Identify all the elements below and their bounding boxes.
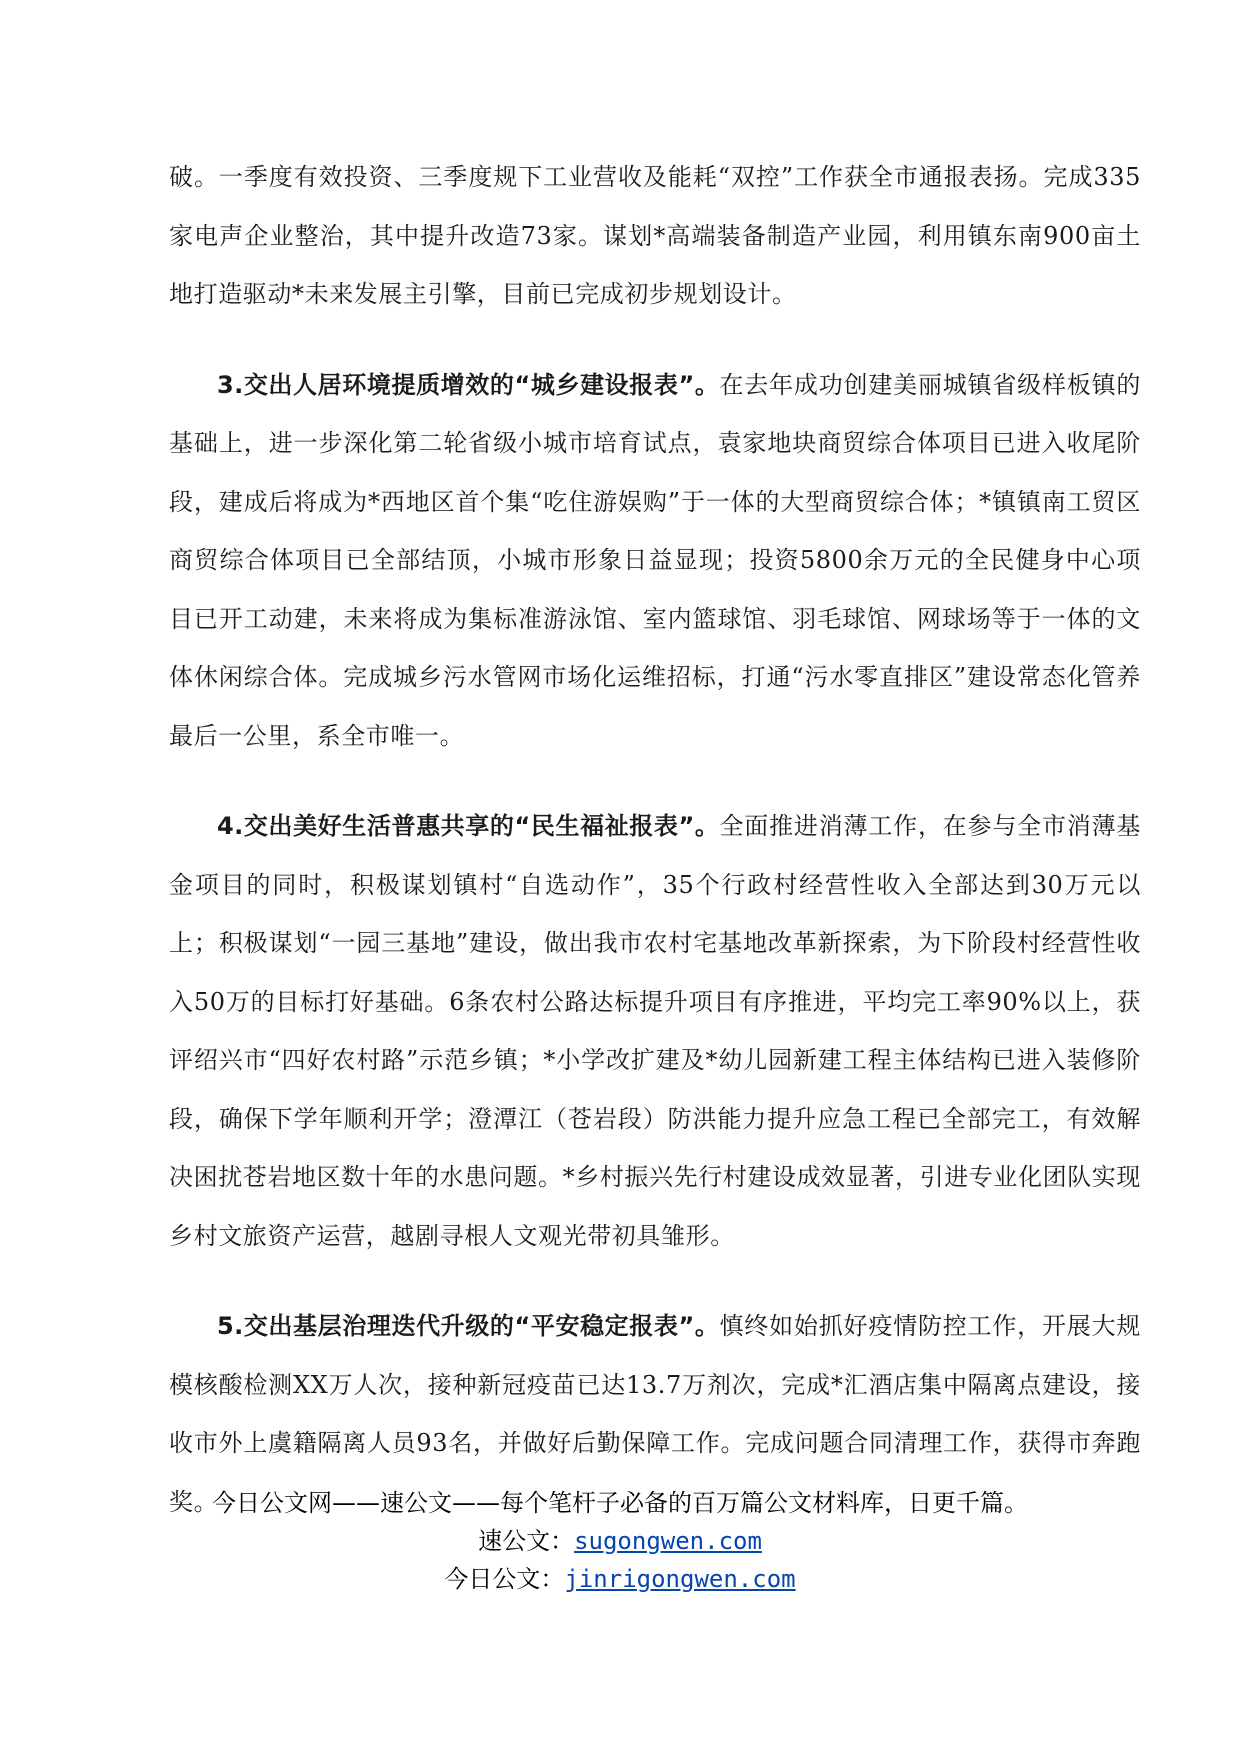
paragraph-text: 在去年成功创建美丽城镇省级样板镇的基础上，进一步深化第二轮省级小城市培育试点，袁家地块商贸综合体项目已进入收尾阶段，建成后将成为*西地区首个集“吃住游娱购”于一体的大型商贸综合体；*镇镇南工贸区商贸综合体项目已全部结顶，小城市形象日益显现；投资5800余万元的全民健身中心项目已开工动建，未来将成为集标准游泳馆、室内篮球馆、羽毛球馆、网球场等于一体的文体休闲综合体。完成城乡污水管网市场化运维招标，打通“污水零直排区”建设常态化管养最后一公里，系全市唯一。 [169,370,1141,750]
paragraph-gap [169,324,1141,356]
paragraph-heading: 5.交出基层治理迭代升级的“平安稳定报表”。 [217,1312,720,1340]
footer-site2 [0,1560,1240,1598]
page-footer [0,1484,1240,1598]
document-body [169,148,1141,1531]
paragraph-urban-rural-construction [169,356,1141,766]
footer-site1 [0,1522,1240,1560]
footer-slogan: 今日公文网——速公文——每个笔杆子必备的百万篇公文材料库，日更千篇。 [212,1489,1028,1517]
paragraph-livelihood-welfare [169,797,1141,1265]
paragraph-text: 全面推进消薄工作，在参与全市消薄基金项目的同时，积极谋划镇村“自选动作”，35个行政村经营性收入全部达到30万元以上；积极谋划“一园三基地”建设，做出我市农村宅基地改革新探索，为下阶段村经营性收入50万的目标打好基础。6条农村公路达标提升项目有序推进，平均完工率90%以上，获评绍兴市“四好农村路”示范乡镇；*小学改扩建及*幼儿园新建工程主体结构已进入装修阶段，确保下学年顺利开学；澄潭江（苍岩段）防洪能力提升应急工程已全部完工，有效解决困扰苍岩地区数十年的水患问题。*乡村振兴先行村建设成效显著，引进专业化团队实现乡村文旅资产运营，越剧寻根人文观光带初具雏形。 [169,812,1141,1250]
paragraph-text: 慎终如始抓好疫情防控工作，开展大规模核酸检测XX万人次，接种新冠疫苗已达13.7万剂次，完成*汇酒店集中隔离点建设，接收市外上虞籍隔离人员93名，并做好后勤保障工作。完成问题合同清理工作，获得市奔跑奖。 [169,1312,1141,1516]
paragraph-heading: 4.交出美好生活普惠共享的“民生福祉报表”。 [217,812,720,840]
paragraph-gap [169,765,1141,797]
footer-site1-link[interactable]: sugongwen.com [574,1527,762,1555]
footer-site1-label: 速公文： [478,1527,575,1555]
footer-site2-link[interactable]: jinrigongwen.com [564,1565,796,1593]
paragraph-continuation [169,148,1141,324]
paragraph-gap [169,1265,1141,1297]
paragraph-text: 破。一季度有效投资、三季度规下工业营收及能耗“双控”工作获全市通报表扬。完成335家电声企业整治，其中提升改造73家。谋划*高端装备制造产业园，利用镇东南900亩土地打造驱动*未来发展主引擎，目前已完成初步规划设计。 [169,163,1141,308]
paragraph-heading: 3.交出人居环境提质增效的“城乡建设报表”。 [217,370,720,399]
footer-site2-label: 今日公文： [444,1565,565,1593]
